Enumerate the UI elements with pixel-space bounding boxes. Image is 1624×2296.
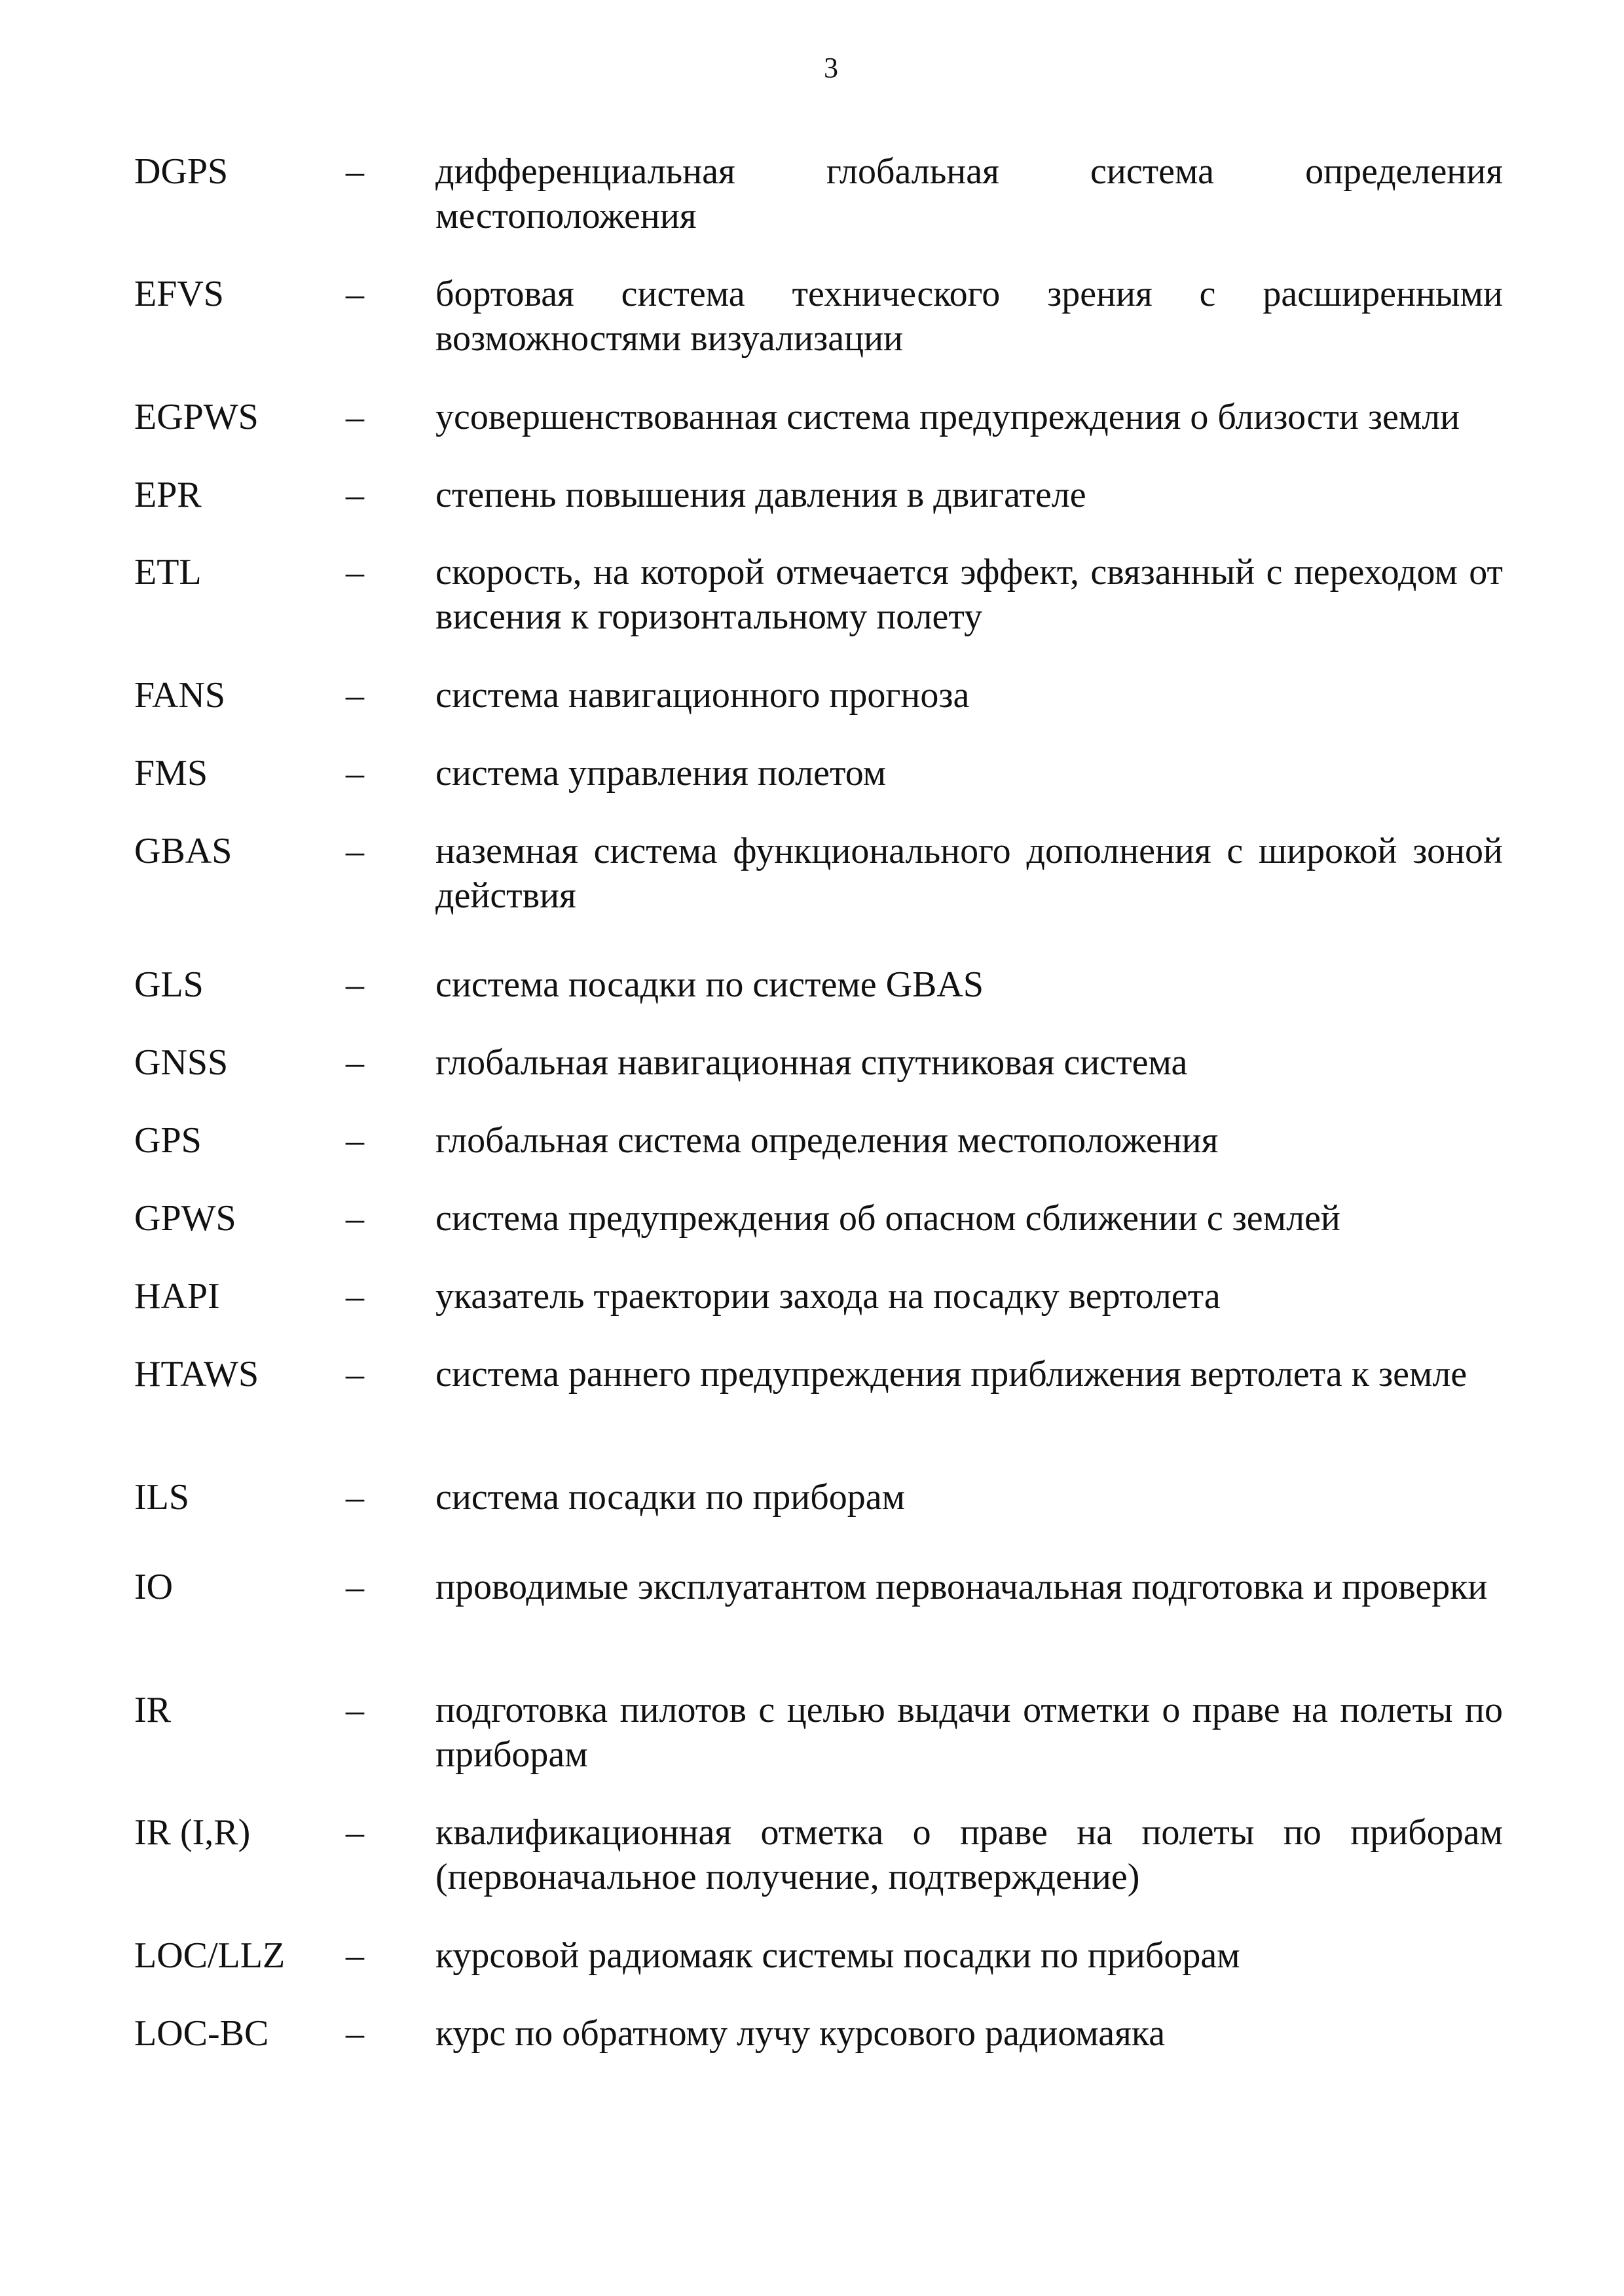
abbreviation: EFVS <box>134 274 224 314</box>
abbreviation: GNSS <box>134 1042 229 1083</box>
dash: – <box>346 1354 364 1394</box>
definition: система навигационного прогноза <box>435 675 970 716</box>
definition: проводимые эксплуатантом первоначальная подготовка и проверки <box>435 1567 1488 1607</box>
abbreviation: FANS <box>134 675 226 716</box>
dash: – <box>346 2013 364 2054</box>
abbreviation: GLS <box>134 964 204 1005</box>
abbreviation: IR (I,R) <box>134 1812 251 1853</box>
definition: система посадки по системе GBAS <box>435 964 984 1005</box>
abbreviation: EGPWS <box>134 397 259 437</box>
definition: усовершенствованная система предупреждения о близости земли <box>435 397 1460 437</box>
definition: курсовой радиомаяк системы посадки по приборам <box>435 1935 1240 1976</box>
dash: – <box>346 397 364 437</box>
dash: – <box>346 753 364 793</box>
dash: – <box>346 675 364 716</box>
definition: подготовка пилотов с целью выдачи отметки о праве на полеты по приборам <box>435 1690 1503 1775</box>
page-number: 3 <box>824 52 838 84</box>
definition: наземная система функционального дополнения с широкой зоной действия <box>435 831 1503 916</box>
definition: глобальная навигационная спутниковая система <box>435 1042 1188 1083</box>
dash: – <box>346 1477 364 1518</box>
abbreviation: GPWS <box>134 1198 236 1239</box>
abbreviation: ILS <box>134 1477 189 1518</box>
definition: система посадки по приборам <box>435 1477 906 1518</box>
abbreviation: LOC-BC <box>134 2013 269 2054</box>
abbreviation: DGPS <box>134 151 229 192</box>
dash: – <box>346 1935 364 1976</box>
definition: дифференциальная глобальная система определения местоположения <box>435 151 1503 236</box>
abbreviation: IR <box>134 1690 171 1730</box>
abbreviation: EPR <box>134 475 202 515</box>
abbreviation: LOC/LLZ <box>134 1935 286 1976</box>
abbreviation: IO <box>134 1567 174 1607</box>
dash: – <box>346 552 364 592</box>
dash: – <box>346 831 364 871</box>
dash: – <box>346 151 364 192</box>
dash: – <box>346 1690 364 1730</box>
dash: – <box>346 1812 364 1853</box>
definition: система управления полетом <box>435 753 887 793</box>
dash: – <box>346 964 364 1005</box>
definition: степень повышения давления в двигателе <box>435 475 1086 515</box>
dash: – <box>346 1276 364 1317</box>
definition: бортовая система технического зрения с расширенными возможностями визуализации <box>435 274 1503 359</box>
dash: – <box>346 1567 364 1607</box>
abbreviation: ETL <box>134 552 202 592</box>
abbreviation: GBAS <box>134 831 232 871</box>
dash: – <box>346 1042 364 1083</box>
abbreviation: HAPI <box>134 1276 220 1317</box>
abbreviation: GPS <box>134 1120 202 1161</box>
abbreviation: FMS <box>134 753 208 793</box>
definition: система предупреждения об опасном сближении с землей <box>435 1198 1340 1239</box>
dash: – <box>346 274 364 314</box>
definition: квалификационная отметка о праве на полеты по приборам (первоначальное получение, подтверждение) <box>435 1812 1503 1897</box>
definition: система раннего предупреждения приближения вертолета к земле <box>435 1354 1467 1394</box>
abbreviation: HTAWS <box>134 1354 259 1394</box>
dash: – <box>346 475 364 515</box>
definition: скорость, на которой отмечается эффект, связанный с переходом от висения к горизонтальному полету <box>435 552 1503 637</box>
definition: курс по обратному лучу курсового радиомаяка <box>435 2013 1166 2054</box>
dash: – <box>346 1120 364 1161</box>
definition: глобальная система определения местоположения <box>435 1120 1219 1161</box>
dash: – <box>346 1198 364 1239</box>
definition: указатель траектории захода на посадку вертолета <box>435 1276 1221 1317</box>
